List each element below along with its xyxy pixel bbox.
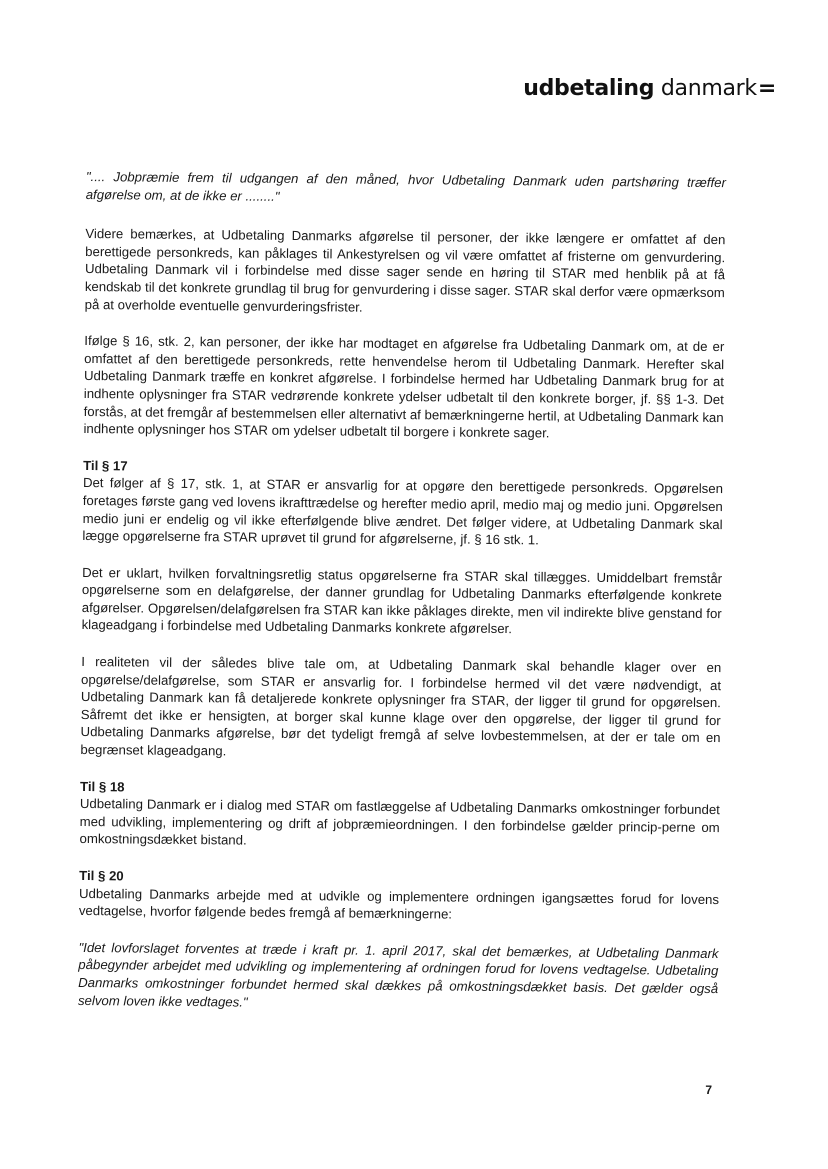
logo-mark: = bbox=[757, 76, 776, 101]
section-20 bbox=[79, 867, 719, 926]
heading-til-20: Til § 20 bbox=[79, 867, 124, 884]
logo-light-text: danmark bbox=[660, 76, 757, 101]
paragraph-paragraf-16: Ifølge § 16, stk. 2, kan personer, der ikke har modtaget en afgørelse fra Udbetaling Danmark om, at de er omfattet af den berettigede personkreds, rette henvendelse herom til Udbetaling Danmark. Herefter skal Udbetaling Danmark træffe en konkret afgørelse. I forbindelse hermed har Udbetaling Danmark brug for at indhente oplysninger fra STAR vedrørende konkrete ydelser udbetalt til den konkrete borger, jf. §§ 1-3. Det forstås, at det fremgår af bestemmelsen eller alternativt af bemærkningerne hertil, at Udbetaling Danmark kan indhente oplysninger hos STAR om ydelser udbetalt til borgere i konkrete sager. bbox=[83, 333, 725, 441]
page-number: 7 bbox=[705, 1083, 712, 1097]
udbetaling-danmark-logo bbox=[523, 76, 776, 101]
section-17-text-2: Det er uklart, hvilken forvaltningsretlig status opgørelserne fra STAR skal tillægges. Umiddelbart fremstår opgørelserne som en delafgørelse, der danner grundlag for Udbetaling Danmarks efterfølgende konkrete afgørelser. Opgørelsen/delafgørelsen fra STAR kan ikke påklages direkte, men vil indirekte blive genstand for klageadgang i forbindelse med Udbetaling Danmarks konkrete afgørelser. bbox=[81, 564, 723, 637]
heading-til-18: Til § 18 bbox=[79, 778, 125, 795]
heading-til-17: Til § 17 bbox=[83, 457, 128, 474]
document-body bbox=[78, 168, 726, 1034]
section-20-text: Udbetaling Danmarks arbejde med at udvikle og implementere ordningen igangsættes forud for lovens vedtagelse, hvorfor følgende bedes fremgå af bemærkningerne: bbox=[78, 885, 720, 922]
quote-jobpraemie: ".... Jobpræmie frem til udgangen af den måned, hvor Udbetaling Danmark uden partshøring træffer afgørelse om, at de ikke er ........" bbox=[85, 168, 726, 204]
paragraph-genvurdering: Videre bemærkes, at Udbetaling Danmarks afgørelse til personer, der ikke længere er omfattet af den berettigede personkreds, kan påklages til Ankestyrelsen og vil være omfattet af fristerne om genvurdering. Udbetaling Danmark vil i forbindelse med disse sager sende en høring til STAR med henblik på at få kendskab til det konkrete grundlag til brug for genvurdering i disse sager. STAR skal derfor være opmærksom på at overholde eventuelle genvurderingsfrister. bbox=[84, 226, 726, 315]
section-18-text: Udbetaling Danmark er i dialog med STAR om fastlæggelse af Udbetaling Danmarks omkostninger forbundet med udvikling, implementering og drift af jobpræmieordningen. I den forbindelse gælder princip-perne om omkostningsdækket bistand. bbox=[79, 796, 720, 848]
section-17-text-3: I realiteten vil der således blive tale om, at Udbetaling Danmark skal behandle klager over en opgørelse/delafgørelse, som STAR er ansvarlig for. I forbindelse hermed vil det være nødvendigt, at Udbetaling Danmark kan få detaljerede konkrete oplysninger fra STAR, der ligger til grund for opgørelsen. Såfremt det ikke er hensigten, at borger skal kunne klage over den opgørelse, der ligger til grund for Udbetaling Danmarks afgørelse, bør det tydeligt fremgå af selve lovbestemmelsen, at der er tale om en begrænset klageadgang. bbox=[80, 654, 722, 759]
section-17 bbox=[82, 457, 723, 551]
section-18 bbox=[79, 778, 720, 855]
logo-bold-text: udbetaling bbox=[523, 76, 655, 101]
quote-lovforslag: "Idet lovforslaget forventes at træde i kraft pr. 1. april 2017, skal det bemærkes, at Udbetaling Danmark påbegynder arbejdet med udvikling og implementering af ordningen forud for lovens vedtagelse. Udbetaling Danmarks omkostninger forbundet hermed skal dækkes på omkostningsdækket basis. Det gælder også selvom loven ikke vedtages." bbox=[77, 939, 719, 1010]
section-17-text-1: Det følger af § 17, stk. 1, at STAR er ansvarlig for at opgøre den berettigede personkreds. Opgørelsen foretages første gang ved lovens ikrafttrædelse og herefter medio april, medio maj og medio juni. Opgørelsen medio juni er endelig og vil ikke efterfølgende blive ændret. Det følger videre, at Udbetaling Danmark skal lægge opgørelserne fra STAR uprøvet til grund for afgørelserne, jf. § 16 stk. 1. bbox=[82, 475, 724, 548]
